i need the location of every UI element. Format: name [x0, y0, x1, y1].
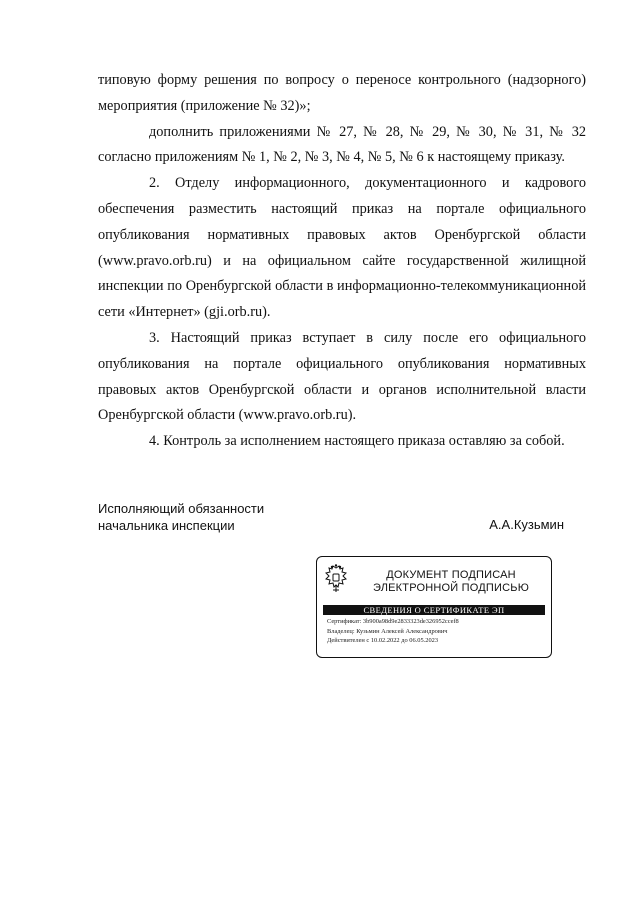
- signer-position-line2: начальника инспекции: [98, 518, 235, 533]
- paragraph-entry-into-force: 3. Настоящий приказ вступает в силу после его официального опубликования на портале официального опубликования нормативных правовых актов Оренбургской области и органов исполнительной власти Оренбургской области (www.pravo.orb.ru).: [98, 329, 586, 424]
- certificate-owner: Владелец: Кузьмин Алексей Александрович: [327, 627, 448, 635]
- stamp-title-line1: ДОКУМЕНТ ПОДПИСАН: [386, 569, 516, 581]
- stamp-title: [357, 569, 545, 595]
- paragraph-appendices: дополнить приложениями № 27, № 28, № 29, № 30, № 31, № 32 согласно приложениям № 1, № 2, № 3, № 4, № 5, № 6 к настоящему приказу.: [98, 123, 586, 166]
- certificate-validity: Действителен с 10.02.2022 до 06.05.2023: [327, 637, 439, 644]
- signer-position-line1: Исполняющий обязанности: [98, 501, 265, 516]
- coat-of-arms-icon: [323, 564, 349, 594]
- paragraph-template-form: типовую форму решения по вопросу о переносе контрольного (надзорного) мероприятия (приложение № 32)»;: [98, 72, 586, 114]
- signer-name: А.А.Кузьмин: [489, 517, 564, 532]
- paragraph-publication: 2. Отделу информационного, документационного и кадрового обеспечения разместить настоящий приказ на портале официального опубликования нормативных правовых актов Оренбургской области (www.pravo.orb.ru) и на официальном сайте государственной жилищной инспекции по Оренбургской области в информационно-телекоммуникационной сети «Интернет» (gji.orb.ru).: [98, 175, 586, 321]
- stamp-title-line2: ЭЛЕКТРОННОЙ ПОДПИСЬЮ: [372, 582, 530, 594]
- certificate-details: [327, 617, 545, 646]
- signer-position: [98, 500, 264, 534]
- certificate-header: СВЕДЕНИЯ О СЕРТИФИКАТЕ ЭП: [323, 605, 545, 615]
- electronic-signature-stamp: [316, 556, 552, 658]
- certificate-number: Сертификат: 3b900a98d9e2833323de326952ccef8: [327, 618, 459, 625]
- paragraph-control: 4. Контроль за исполнением настоящего приказа оставляю за собой.: [149, 433, 565, 450]
- order-body: [98, 68, 586, 455]
